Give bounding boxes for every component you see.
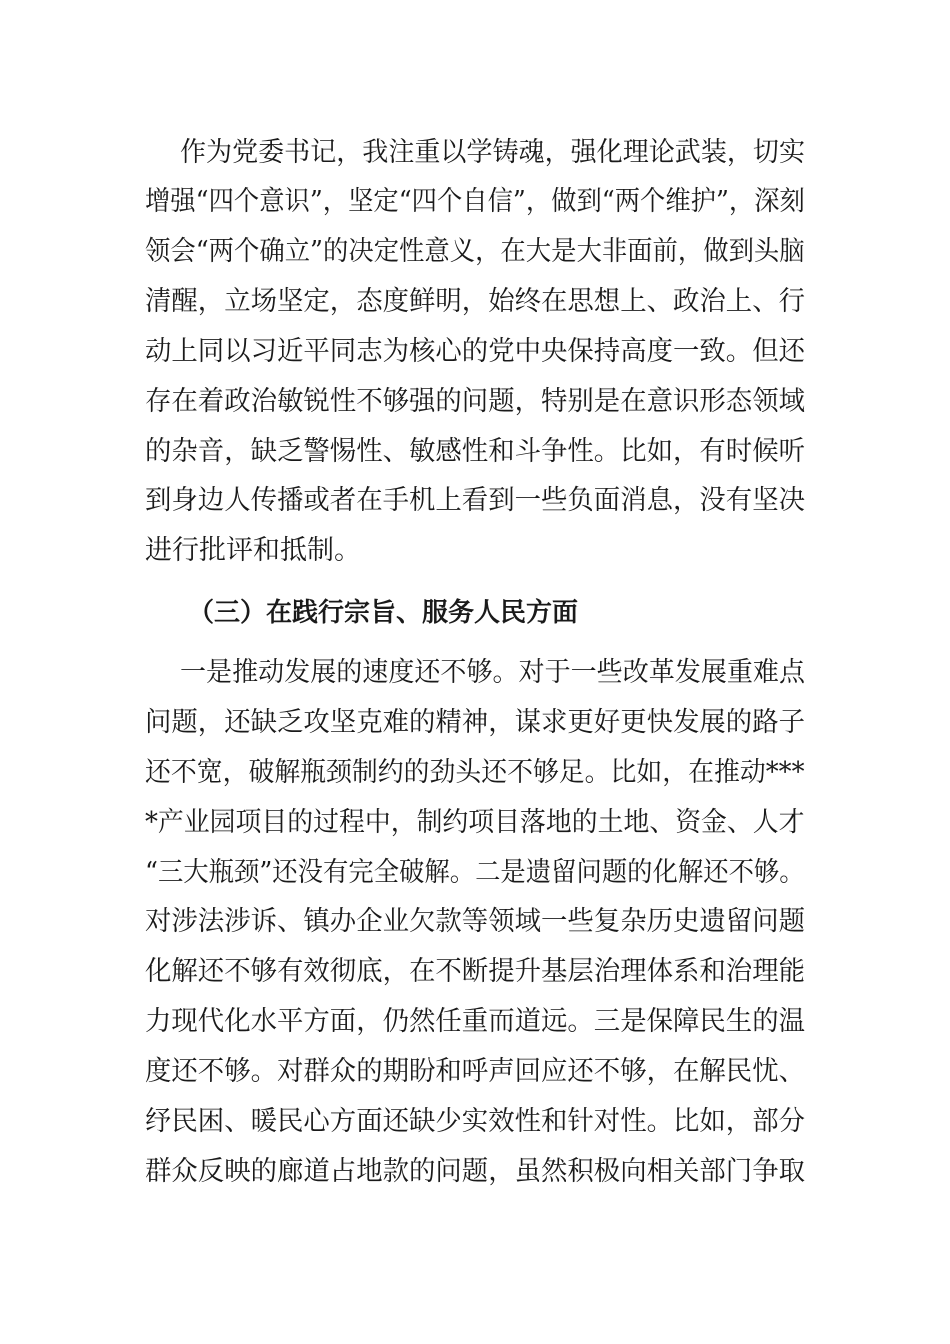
paragraph-2-line-11: 群众反映的廊道占地款的问题，虽然积极向相关部门争取 — [145, 1156, 806, 1187]
paragraph-2-line-7: 化解还不够有效彻底，在不断提升基层治理体系和治理能 — [145, 956, 806, 987]
paragraph-2-line-4: *产业园项目的过程中，制约项目落地的土地、资金、人才 — [145, 807, 805, 838]
paragraph-1-line-4: 清醒，立场坚定，态度鲜明，始终在思想上、政治上、行 — [145, 286, 806, 317]
paragraph-1-line-6: 存在着政治敏锐性不够强的问题，特别是在意识形态领域 — [145, 386, 806, 417]
paragraph-1-line-3: 领会“两个确立”的决定性意义，在大是大非面前，做到头脑 — [145, 236, 805, 267]
paragraph-1-line-2: 增强“四个意识”，坚定“四个自信”，做到“两个维护”，深刻 — [145, 186, 805, 217]
paragraph-2-line-10: 纾民困、暖民心方面还缺少实效性和针对性。比如，部分 — [145, 1106, 806, 1137]
paragraph-1-line-9: 进行批评和抵制。 — [145, 535, 361, 566]
paragraph-2-line-6: 对涉法涉诉、镇办企业欠款等领域一些复杂历史遗留问题 — [145, 906, 806, 937]
paragraph-2-line-1: 一是推动发展的速度还不够。对于一些改革发展重难点 — [180, 657, 805, 688]
paragraph-1-line-7: 的杂音，缺乏警惕性、敏感性和斗争性。比如，有时候听 — [145, 436, 806, 467]
paragraph-2-line-2: 问题，还缺乏攻坚克难的精神，谋求更好更快发展的路子 — [145, 707, 806, 738]
section-heading: （三）在践行宗旨、服务人民方面 — [188, 598, 579, 628]
paragraph-1-line-5: 动上同以习近平同志为核心的党中央保持高度一致。但还 — [145, 336, 806, 367]
paragraph-2-line-3: 还不宽，破解瓶颈制约的劲头还不够足。比如，在推动*** — [145, 757, 805, 788]
paragraph-1-line-8: 到身边人传播或者在手机上看到一些负面消息，没有坚决 — [145, 485, 806, 516]
paragraph-2-line-5: “三大瓶颈”还没有完全破解。二是遗留问题的化解还不够。 — [145, 857, 805, 888]
paragraph-1-line-1: 作为党委书记，我注重以学铸魂，强化理论武装，切实 — [180, 137, 805, 168]
paragraph-2-line-9: 度还不够。对群众的期盼和呼声回应还不够，在解民忧、 — [145, 1056, 806, 1087]
paragraph-2-line-8: 力现代化水平方面，仍然任重而道远。三是保障民生的温 — [145, 1006, 806, 1037]
